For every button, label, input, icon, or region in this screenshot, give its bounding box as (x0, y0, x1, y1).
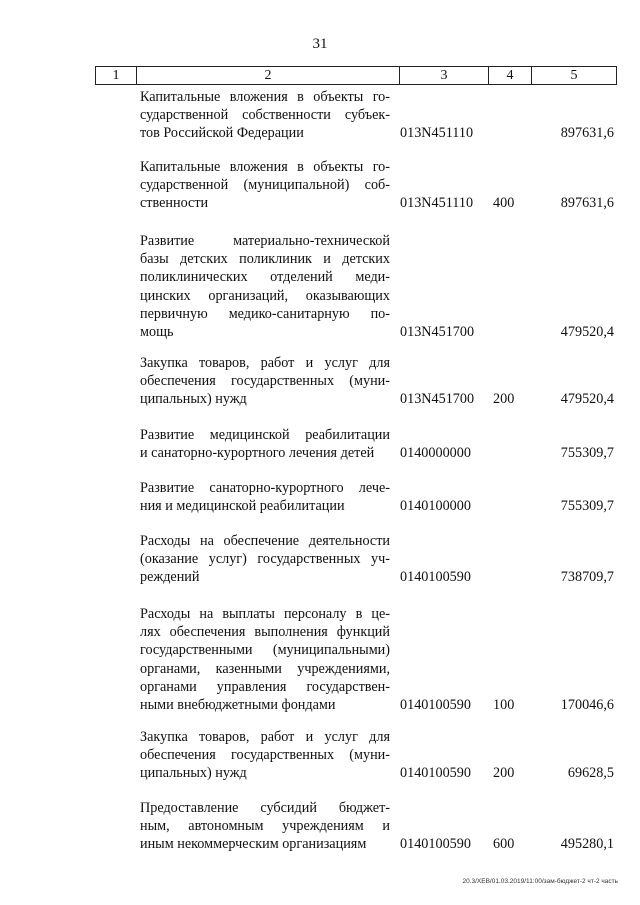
row-name-line: обеспечения государственных (муни- (140, 373, 390, 390)
row-expense-type: 200 (493, 391, 515, 408)
row-name-line: ственности (140, 195, 209, 212)
row-code: 0140100590 (400, 836, 471, 853)
row-name-line: Развитие материально-технической (140, 233, 390, 249)
row-name-line: (оказание услуг) государственных уч- (140, 551, 390, 568)
header-col-4: 4 (489, 67, 532, 85)
row-name-line: иным некоммерческим организациям (140, 836, 367, 853)
row-name (140, 88, 390, 143)
row-code: 0140100590 (400, 765, 471, 782)
row-amount: 69628,5 (567, 765, 614, 782)
row-name-line: тов Российской Федерации (140, 125, 304, 142)
row-name-line: Капитальные вложения в объекты го- (140, 159, 390, 175)
row-name-line: Расходы на выплаты персоналу в це- (140, 606, 390, 622)
row-name-line: поликлинических отделений меди- (140, 269, 390, 286)
row-name-line: первичную медико-санитарную по- (140, 305, 390, 322)
row-name-line: ным, автономным учреждениям и (140, 818, 390, 835)
row-name (140, 479, 390, 515)
row-expense-type: 200 (493, 765, 515, 782)
footer-note: 20.3/ХЕВ/01.03.2019/11:00/зам-бюджет-2 чт-2 часть (462, 878, 618, 885)
row-amount: 897631,6 (560, 125, 614, 142)
row-name (140, 158, 390, 213)
row-name-line: органами управления государствен- (140, 678, 390, 695)
row-code: 0140100590 (400, 569, 471, 586)
row-name-line: и санаторно-курортного лечения детей (140, 445, 375, 462)
row-amount: 897631,6 (560, 195, 614, 212)
row-name-line: базы детских поликлиник и детских (140, 251, 390, 268)
row-name-line: цинских организаций, оказывающих (140, 287, 390, 304)
row-name-line: сударственной собственности субъек- (140, 107, 390, 124)
row-name-line: ципальных) нужд (140, 765, 247, 782)
row-name-line: реждений (140, 569, 200, 586)
row-expense-type: 100 (493, 697, 515, 713)
page-number: 31 (312, 36, 328, 52)
row-name-line: Развитие санаторно-курортного лече- (140, 480, 390, 496)
row-name-line: ципальных) нужд (140, 391, 247, 408)
row-code: 013N451110 (400, 195, 474, 212)
row-name-line: обеспечения государственных (муни- (140, 747, 390, 764)
row-code: 013N451110 (400, 125, 474, 142)
row-code: 013N451700 (400, 391, 475, 408)
row-name (140, 354, 390, 409)
row-name-line: Закупка товаров, работ и услуг для (140, 355, 390, 371)
row-code: 0140100000 (400, 498, 471, 515)
row-expense-type: 400 (493, 195, 515, 212)
row-name (140, 532, 390, 587)
row-name-line: Закупка товаров, работ и услуг для (140, 729, 390, 745)
header-col-2: 2 (137, 67, 400, 85)
row-name (140, 426, 390, 462)
row-name-line: лях обеспечения выполнения функций (140, 624, 390, 641)
row-name (140, 232, 390, 341)
row-amount: 479520,4 (560, 324, 614, 340)
row-amount: 755309,7 (560, 445, 614, 462)
row-name-line: мощь (140, 324, 174, 341)
row-code: 0140000000 (400, 445, 471, 462)
row-name-line: Расходы на обеспечение деятельности (140, 533, 390, 549)
header-col-5: 5 (532, 67, 617, 85)
row-expense-type: 600 (493, 836, 515, 853)
row-name (140, 799, 390, 854)
row-code: 0140100590 (400, 697, 471, 713)
row-amount: 755309,7 (560, 498, 614, 515)
row-amount: 495280,1 (560, 836, 614, 853)
row-name (140, 728, 390, 783)
row-amount: 170046,6 (560, 697, 614, 713)
row-name-line: Капитальные вложения в объекты го- (140, 89, 390, 105)
row-amount: 479520,4 (560, 391, 614, 408)
header-col-3: 3 (400, 67, 489, 85)
row-name (140, 605, 390, 714)
row-name-line: органами, казенными учреждениями, (140, 660, 390, 677)
header-col-1: 1 (96, 67, 137, 85)
row-name-line: Предоставление субсидий бюджет- (140, 800, 390, 816)
row-amount: 738709,7 (560, 569, 614, 586)
row-name-line: сударственной (муниципальной) соб- (140, 177, 390, 194)
row-name-line: ными внебюджетными фондами (140, 697, 336, 714)
column-header-table (95, 66, 617, 85)
row-name-line: Развитие медицинской реабилитации (140, 427, 390, 443)
row-code: 013N451700 (400, 324, 475, 340)
row-name-line: ния и медицинской реабилитации (140, 498, 345, 515)
row-name-line: государственными (муниципальными) (140, 642, 390, 659)
